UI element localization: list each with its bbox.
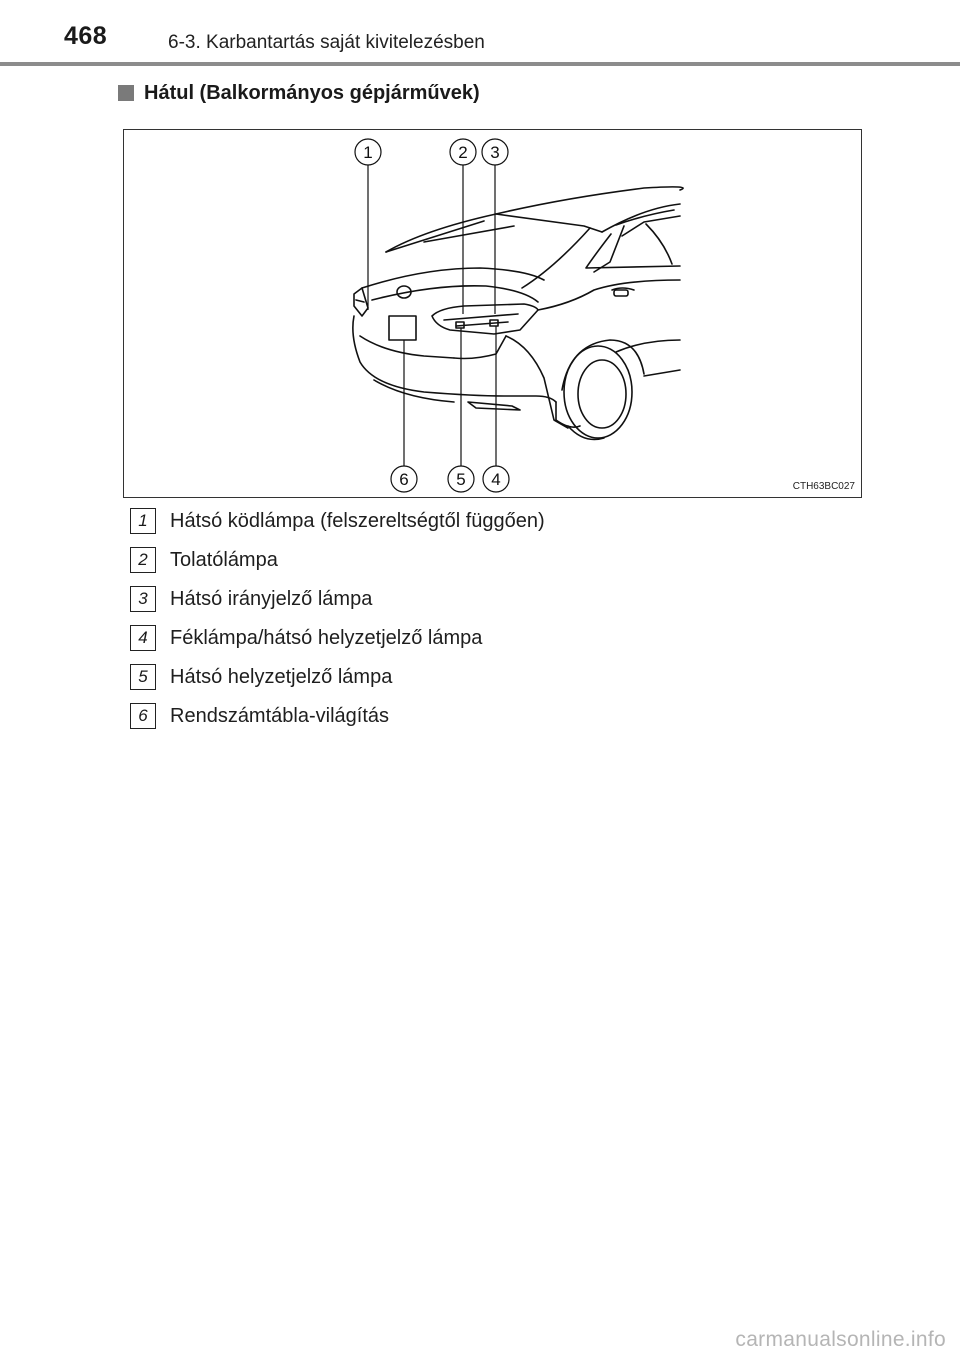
legend-number: 5 [130,664,156,690]
figure-code: CTH63BC027 [792,481,855,492]
car-rear-lights-figure [123,129,862,498]
list-item [130,701,389,731]
header-rule [0,62,960,66]
page-header [0,0,960,66]
callout-label: 3 [490,143,500,162]
callout-label: 6 [399,470,409,489]
callout-label: 4 [491,470,501,489]
legend-number: 3 [130,586,156,612]
square-bullet-icon [118,85,134,101]
chapter-title: 6-3. Karbantartás saját kivitelezésben [168,32,485,53]
legend-text: Hátsó irányjelző lámpa [170,587,373,610]
list-item [130,506,545,536]
legend-text: Tolatólámpa [170,548,278,571]
legend-text: Hátsó helyzetjelző lámpa [170,665,393,688]
callout-label: 5 [456,470,466,489]
list-item [130,545,278,575]
legend-number: 6 [130,703,156,729]
list-item [130,623,482,653]
legend-number: 2 [130,547,156,573]
page-number: 468 [64,22,108,50]
watermark: carmanualsonline.info [735,1328,946,1351]
legend-text: Hátsó ködlámpa (felszereltségtől függően) [170,509,545,532]
legend-number: 4 [130,625,156,651]
car-rear-illustration [124,130,861,497]
legend-number: 1 [130,508,156,534]
list-item [130,662,392,692]
callout-label: 1 [363,143,373,162]
callout-label: 2 [458,143,468,162]
section-heading [118,80,480,106]
list-item [130,584,372,614]
section-heading-text: Hátul (Balkormányos gépjárművek) [144,81,480,104]
legend-text: Féklámpa/hátsó helyzetjelző lámpa [170,626,483,649]
legend-text: Rendszámtábla-világítás [170,704,389,727]
